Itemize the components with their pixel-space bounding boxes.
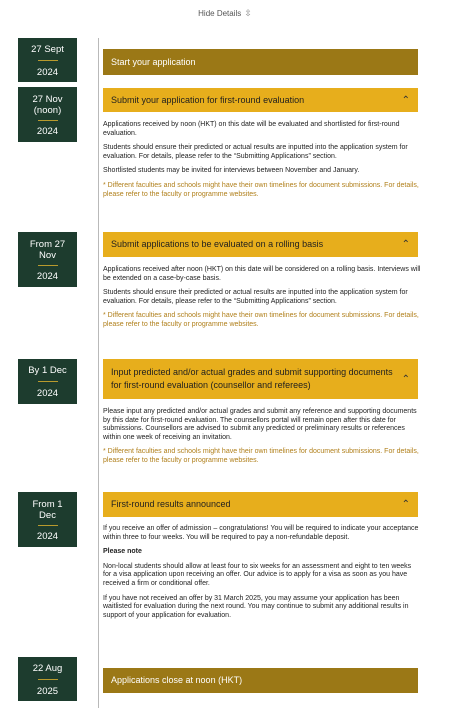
detail-note: * Different faculties and schools might have their own timelines for document submissions. For details, please refer to the faculty or programme websites. <box>103 312 419 328</box>
date-text-line2: (noon) <box>33 105 62 116</box>
hide-details-label: Hide Details <box>198 9 242 18</box>
date-text: By 1 Dec <box>28 365 67 376</box>
date-text: 22 Aug <box>32 663 63 674</box>
timeline-line <box>98 38 99 708</box>
date-year: 2024 <box>36 388 59 399</box>
milestone-title: Submit applications to be evaluated on a rolling basis <box>111 239 324 249</box>
date-year: 2024 <box>36 126 59 137</box>
milestone-title: Start your application <box>111 56 196 67</box>
chevron-up-icon[interactable]: ⌃ <box>401 94 410 106</box>
date-text: 27 Sept <box>31 44 64 55</box>
milestone-rolling-basis[interactable] <box>103 232 418 257</box>
detail-paragraph: Students should ensure their predicted or actual results are inputted into the application system for evaluation. For details, please refer to the “Submitting Applications” section. <box>103 144 408 160</box>
date-divider <box>38 381 58 382</box>
chevron-up-icon[interactable]: ⌃ <box>401 499 410 510</box>
date-text-line2: Dec <box>39 510 56 521</box>
milestone-applications-close[interactable] <box>103 668 418 693</box>
detail-paragraph: Applications received after noon (HKT) on this date will be considered on a rolling basis. Interviews will be extended on a case-by-case basis. <box>103 266 421 282</box>
detail-paragraph: Applications received by noon (HKT) on this date will be evaluated and shortlisted for first-round evaluation. <box>103 121 400 137</box>
milestone-details <box>103 266 421 336</box>
date-divider <box>38 265 58 266</box>
detail-paragraph: Shortlisted students may be invited for interviews between November and January. <box>103 167 360 175</box>
milestone-title: Submit your application for first-round evaluation <box>111 94 305 105</box>
milestone-details <box>103 525 421 626</box>
date-divider <box>38 679 58 680</box>
milestone-grades-documents[interactable] <box>103 359 418 399</box>
date-text: From 27 <box>29 239 66 250</box>
detail-note: * Different faculties and schools might have their own timelines for document submissions. For details, please refer to the faculty or programme websites. <box>103 448 419 464</box>
date-badge <box>18 38 77 82</box>
date-text: From 1 <box>32 499 63 510</box>
detail-paragraph: Students should ensure their predicted or actual results are inputted into the application system for evaluation. For details, please refer to the “Submitting Applications” section. <box>103 289 408 305</box>
milestone-title: First-round results announced <box>111 499 231 509</box>
collapse-arrows-icon: ⇳ <box>244 8 252 18</box>
milestone-title: Applications close at noon (HKT) <box>111 675 243 685</box>
chevron-up-icon[interactable]: ⌃ <box>401 373 410 385</box>
date-year: 2024 <box>36 271 59 282</box>
date-divider <box>38 60 58 61</box>
detail-heading: Please note <box>103 548 142 556</box>
hide-details-toggle[interactable] <box>0 8 450 19</box>
milestone-details <box>103 408 421 472</box>
date-text: 27 Nov <box>32 94 63 105</box>
date-year: 2024 <box>36 67 59 78</box>
chevron-up-icon[interactable]: ⌃ <box>401 239 410 250</box>
date-divider <box>38 120 58 121</box>
detail-paragraph: Non-local students should allow at least four to six weeks for an assessment and eight to ten weeks for a visa application upon receiving an offer. Our advice is to apply for a visa as soon as you have received a firm or conditional offer. <box>103 562 412 587</box>
detail-note: * Different faculties and schools might have their own timelines for document submissions. For details, please refer to the faculty or programme websites. <box>103 181 419 198</box>
date-badge <box>18 87 77 142</box>
milestone-title: Input predicted and/or actual grades and submit supporting documents for first-round evaluation (counsellor and referees) <box>111 367 393 390</box>
detail-paragraph: If you receive an offer of admission – congratulations! You will be required to indicate your acceptance within three to four weeks. You will be required to pay a non-refundable deposit. <box>103 525 419 541</box>
date-badge <box>18 492 77 547</box>
milestone-details <box>103 121 421 205</box>
date-badge <box>18 359 77 404</box>
date-badge <box>18 232 77 287</box>
milestone-start-application[interactable] <box>103 49 418 75</box>
milestone-first-round-results[interactable] <box>103 492 418 517</box>
date-year: 2025 <box>36 686 59 697</box>
detail-paragraph: Please input any predicted and/or actual grades and submit any reference and supporting documents by this date for first-round evaluation. The counsellors portal will remain open after this date for submissions. Counsellors are advised to submit any predicted or preliminary results or references within one week of receiving an invitation. <box>103 408 417 441</box>
date-badge <box>18 657 77 701</box>
detail-paragraph: If you have not received an offer by 31 March 2025, you may assume your application has been waitlisted for evaluation during the next round. You may continue to submit any additional results in support of your application for evaluation. <box>103 594 409 619</box>
date-text-line2: Nov <box>39 250 56 261</box>
date-year: 2024 <box>36 531 59 542</box>
date-divider <box>38 525 58 526</box>
milestone-first-round-submission[interactable] <box>103 88 418 112</box>
